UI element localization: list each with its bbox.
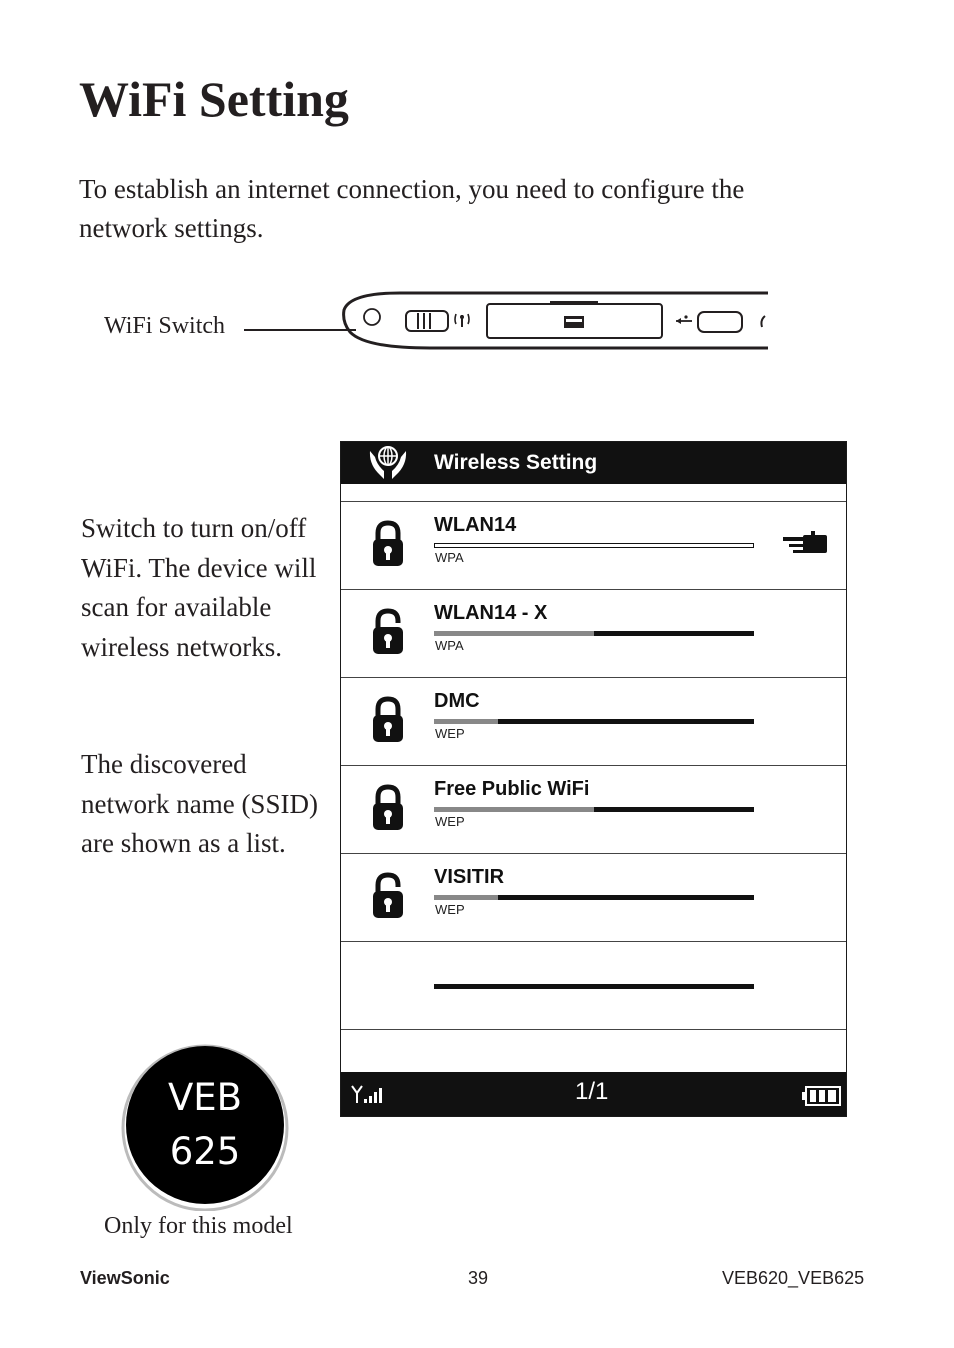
network-ssid: Free Public WiFi [434, 778, 590, 800]
device-edge-illustration [340, 290, 770, 354]
network-ssid: WLAN14 - X [434, 602, 548, 624]
signal-fill [434, 719, 498, 724]
signal-bar [434, 543, 754, 548]
signal-bar [434, 895, 754, 900]
empty-signal-bar [434, 984, 754, 989]
battery-icon [802, 1086, 842, 1106]
footer-page-number: 39 [468, 1268, 489, 1288]
network-ssid: WLAN14 [434, 514, 517, 536]
empty-row [341, 941, 846, 1029]
network-security: WEP [435, 814, 465, 829]
power-button-icon [364, 309, 380, 325]
signal-strength-icon [351, 1084, 383, 1104]
network-row[interactable] [341, 677, 846, 765]
signal-fill [434, 807, 594, 812]
wireless-setting-screen [340, 441, 847, 1117]
screen-header [341, 442, 846, 484]
network-row[interactable] [341, 501, 846, 589]
screen-title: Wireless Setting [434, 451, 598, 474]
network-security: WEP [435, 726, 465, 741]
lock-icon [371, 696, 405, 744]
badge-line1: VEB [167, 1076, 243, 1119]
network-ssid: VISITIR [434, 866, 505, 888]
pointing-hand-icon [781, 530, 829, 556]
lock-open-icon [371, 872, 405, 920]
signal-fill [434, 895, 498, 900]
footer-brand: ViewSonic [80, 1268, 170, 1288]
network-security: WPA [435, 638, 464, 653]
signal-fill [434, 631, 594, 636]
wifi-switch-label: WiFi Switch [104, 313, 226, 339]
signal-bar [434, 807, 754, 812]
model-badge-text [126, 1046, 284, 1204]
headphone-jack-icon [761, 316, 765, 327]
intro-paragraph: To establish an internet connection, you need to configure the network settings. [79, 174, 745, 243]
network-row[interactable] [341, 853, 846, 941]
network-ssid: DMC [434, 690, 480, 712]
footer-model: VEB620_VEB625 [722, 1268, 865, 1288]
wifi-antenna-icon [455, 314, 469, 327]
network-row[interactable] [341, 589, 846, 677]
lock-icon [371, 784, 405, 832]
usb-port [698, 312, 742, 332]
network-row[interactable] [341, 765, 846, 853]
signal-bar [434, 719, 754, 724]
usb-icon [676, 315, 692, 324]
lock-icon [371, 520, 405, 568]
switch-description: Switch to turn on/off WiFi. The device will scan for available wireless networks. [81, 513, 317, 662]
badge-line2: 625 [169, 1130, 241, 1173]
wireless-globe-hands-icon [367, 445, 409, 481]
page-title: WiFi Setting [79, 71, 349, 127]
lock-open-icon [371, 608, 405, 656]
sd-card-icon [564, 316, 584, 328]
wifi-switch-icon [406, 311, 448, 331]
network-security: WPA [435, 550, 464, 565]
screen-status-bar [341, 1072, 846, 1116]
ssid-description: The discovered network name (SSID) are shown as a list. [81, 749, 318, 858]
badge-caption: Only for this model [104, 1213, 293, 1239]
page-indicator: 1/1 [575, 1078, 609, 1105]
network-security: WEP [435, 902, 465, 917]
empty-row [341, 1029, 846, 1073]
signal-bar [434, 631, 754, 636]
